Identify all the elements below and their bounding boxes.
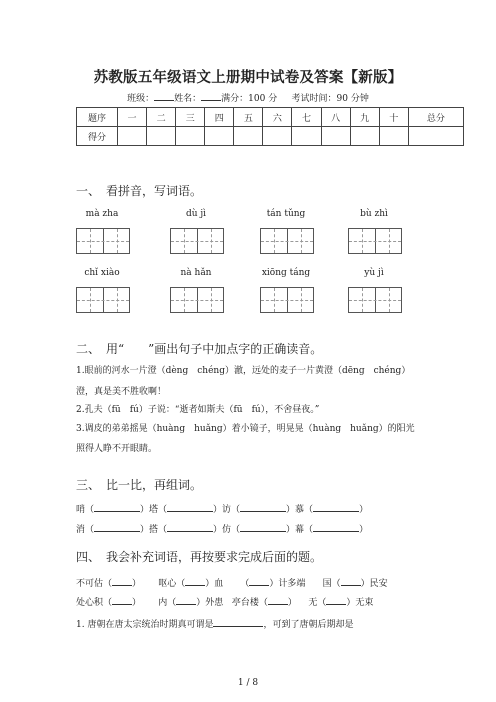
score-cell: 题序 (77, 108, 118, 127)
idiom-text: 处心积（ (76, 598, 113, 608)
idiom-text: ）血 (205, 579, 224, 589)
pinyin-label: bù zhì (360, 209, 388, 219)
class-label: 班级： (127, 94, 155, 104)
answer-blank[interactable] (313, 502, 359, 512)
score-input-cell[interactable] (263, 127, 292, 146)
idiom-text: ） (132, 598, 142, 608)
score-table (76, 107, 464, 146)
idiom-text: ）无束 (346, 598, 374, 608)
writing-grid[interactable] (260, 287, 314, 313)
question-text: ，可到了唐朝后期却是 (263, 620, 354, 630)
score-input-cell[interactable] (321, 127, 350, 146)
score-cell: 三 (176, 108, 205, 127)
answer-blank[interactable] (313, 522, 359, 532)
pinyin-label: chǐ xiào (84, 268, 120, 278)
idiom-text: ） (287, 598, 297, 608)
idiom-text: 内（ (158, 598, 177, 608)
score-input-cell[interactable] (379, 127, 408, 146)
answer-blank[interactable] (249, 576, 269, 586)
score-cell: 五 (234, 108, 263, 127)
page-number: 1 / 8 (237, 678, 259, 688)
char-label: ）访（ (213, 505, 241, 515)
writing-grid[interactable] (170, 287, 224, 313)
writing-grid[interactable] (76, 228, 130, 254)
answer-blank[interactable] (176, 595, 196, 605)
char-label: ）仿（ (213, 525, 241, 535)
answer-blank[interactable] (167, 522, 213, 532)
idiom-text: ）民安 (360, 579, 388, 589)
idiom-row (76, 576, 388, 589)
score-cell: 八 (321, 108, 350, 127)
answer-blank[interactable] (185, 576, 205, 586)
score-cell: 总分 (408, 108, 463, 127)
score-table-header-row (77, 108, 464, 127)
answer-blank[interactable] (213, 617, 263, 627)
writing-grid[interactable] (76, 287, 130, 313)
exam-time: 考试时间：90 分钟 (291, 94, 369, 104)
name-label: 姓名： (174, 94, 202, 104)
question-text: 1. 唐朝在唐太宗统治时期真可谓是 (76, 620, 214, 630)
idiom-text: 国（ (322, 579, 341, 589)
score-input-cell[interactable] (234, 127, 263, 146)
pinyin-label: xiōng táng (261, 268, 311, 278)
full-score: 满分：100 分 (221, 94, 278, 104)
class-blank[interactable] (154, 92, 174, 101)
answer-blank[interactable] (94, 522, 140, 532)
char-label: ）幕（ (286, 525, 314, 535)
idiom-text: ）计多端 (269, 579, 306, 589)
char-label: ）塔（ (140, 505, 168, 515)
answer-blank[interactable] (341, 576, 361, 586)
pinyin-label: tán tǔng (266, 209, 306, 219)
score-cell: 九 (350, 108, 379, 127)
idiom-text: 亭台楼（ (231, 598, 268, 608)
idiom-text: ）外患 (196, 598, 224, 608)
idiom-text: ） (132, 579, 142, 589)
answer-blank[interactable] (112, 576, 132, 586)
compare-row (76, 502, 368, 515)
score-cell: 四 (205, 108, 234, 127)
score-input-cell[interactable] (118, 127, 147, 146)
section-4-heading: 四、 我会补充词语，再按要求完成后面的题。 (76, 550, 323, 564)
answer-blank[interactable] (112, 595, 132, 605)
section-2-heading: 二、 用“ ”画出句子中加点字的正确读音。 (76, 342, 323, 356)
pinyin-label: mà zha (85, 209, 119, 219)
answer-blank[interactable] (167, 502, 213, 512)
page-title: 苏教版五年级语文上册期中试卷及答案【新版】 (93, 69, 403, 86)
score-input-cell[interactable] (147, 127, 176, 146)
char-label: 哨（ (76, 505, 95, 515)
answer-blank[interactable] (94, 502, 140, 512)
question-line: 澄，真是美不胜收啊！ (76, 387, 167, 397)
pinyin-label: dù jì (185, 209, 207, 219)
score-cell: 十 (379, 108, 408, 127)
question-line: 照得人睁不开眼睛。 (76, 444, 158, 454)
score-cell: 一 (118, 108, 147, 127)
pinyin-label: nà hǎn (180, 268, 212, 278)
question-line: 3.调皮的弟弟摇晃（huàng huǎng）着小镜子，明晃晃（huàng huǎng）的阳光 (76, 424, 415, 434)
answer-blank[interactable] (268, 595, 288, 605)
idiom-text: （ (240, 579, 250, 589)
writing-grid[interactable] (348, 287, 402, 313)
score-cell: 六 (263, 108, 292, 127)
compare-row (76, 522, 368, 535)
question-line (76, 617, 353, 630)
idiom-row (76, 595, 373, 608)
writing-grid[interactable] (260, 228, 314, 254)
char-label: ）搭（ (140, 525, 168, 535)
char-label: ） (359, 505, 369, 515)
score-label: 得分 (77, 127, 118, 146)
answer-blank[interactable] (240, 522, 286, 532)
idiom-text: 呕心（ (158, 579, 186, 589)
score-cell: 七 (292, 108, 321, 127)
idiom-text: 不可估（ (76, 579, 113, 589)
writing-grid[interactable] (348, 228, 402, 254)
answer-blank[interactable] (240, 502, 286, 512)
score-input-cell[interactable] (350, 127, 379, 146)
name-blank[interactable] (201, 92, 221, 101)
char-label: 消（ (76, 525, 95, 535)
score-cell: 二 (147, 108, 176, 127)
score-input-cell[interactable] (292, 127, 321, 146)
score-input-cell[interactable] (176, 127, 205, 146)
writing-grid[interactable] (170, 228, 224, 254)
idiom-text: 无（ (308, 598, 327, 608)
score-input-cell[interactable] (205, 127, 234, 146)
section-1-heading: 一、 看拼音，写词语。 (76, 184, 203, 198)
exam-info (0, 91, 496, 104)
section-3-heading: 三、 比一比，再组词。 (76, 478, 203, 492)
char-label: ）慕（ (286, 505, 314, 515)
pinyin-label: yù jì (364, 268, 384, 278)
score-table-score-row (77, 127, 464, 146)
question-line: 2.孔夫（fū fú）子说：“逝者如斯夫（fū fú），不舍昼夜。” (76, 405, 320, 415)
answer-blank[interactable] (326, 595, 346, 605)
char-label: ） (359, 525, 369, 535)
question-line: 1.眼前的河水一片澄（dèng chéng）澈，远处的麦子一片黄澄（dēng chéng） (76, 366, 411, 376)
score-input-cell[interactable] (408, 127, 463, 146)
